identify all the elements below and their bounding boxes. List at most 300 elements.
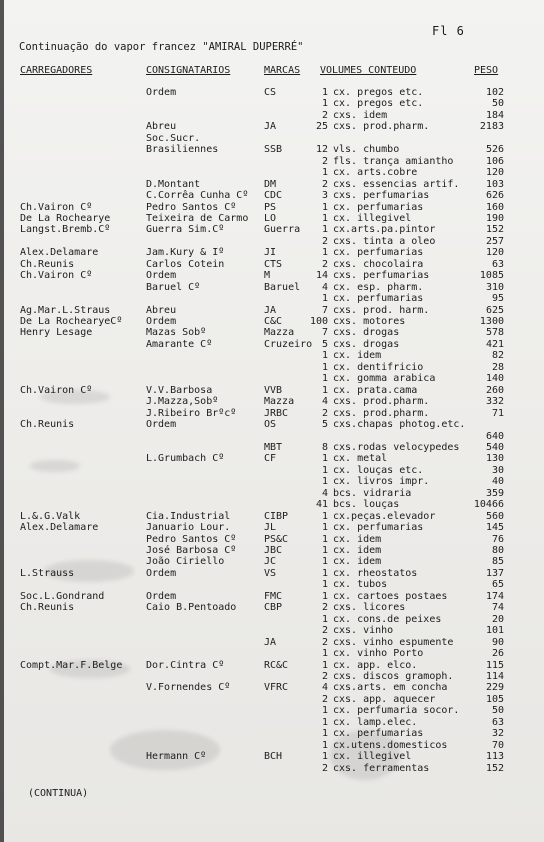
quantity-cell: 4 (321, 487, 328, 499)
weight-cell: 540 (485, 441, 504, 453)
marks-cell: DM (264, 178, 277, 190)
quantity-cell: 14 (315, 270, 328, 282)
consignee-cell: Ordem (146, 87, 177, 98)
manifest-row (0, 522, 544, 533)
weight-cell: 20 (491, 613, 504, 625)
quantity-cell: 1 (321, 87, 328, 98)
consignee-cell: José Barbosa Cº (146, 545, 237, 556)
quantity-cell: 1 (321, 293, 328, 305)
weight-cell: 106 (485, 155, 504, 167)
shipper-cell: L.Strauss (20, 567, 75, 579)
quantity-cell: 1 (321, 648, 328, 660)
weight-cell: 560 (485, 510, 504, 522)
content-cell: cx. prata.cama (333, 384, 418, 396)
content-cell: cxs. idem (333, 109, 388, 121)
weight-cell: 32 (491, 728, 504, 740)
weight-cell: 95 (491, 293, 504, 305)
weight-cell: 190 (485, 212, 504, 224)
quantity-cell: 2 (321, 602, 328, 614)
weight-cell: 50 (491, 705, 504, 717)
content-cell: cx. louças etc. (333, 464, 424, 476)
content-cell: cx. perfumarias (333, 293, 424, 305)
content-cell: vls. chumbo (333, 144, 400, 156)
manifest-row (0, 156, 544, 167)
consignee-cell: V.V.Barbosa (146, 384, 213, 396)
quantity-cell: 1 (321, 705, 328, 717)
manifest-row (0, 419, 544, 430)
quantity-cell: 2 (321, 407, 328, 419)
weight-cell: 332 (485, 396, 504, 408)
weight-cell: 145 (485, 522, 504, 534)
consignee-cell: Ordem (146, 590, 177, 602)
manifest-row (0, 579, 544, 590)
marks-cell: Mazza (264, 327, 295, 339)
consignee-cell: Dor.Cintra Cº (146, 659, 225, 671)
manifest-row (0, 568, 544, 579)
content-cell: cx. idem (333, 533, 382, 545)
consignee-cell: Ordem (146, 567, 177, 579)
marks-cell: PS (264, 201, 277, 213)
consignee-cell: Teixeira de Carmo (146, 212, 249, 224)
content-cell: cxs. perfumarias (333, 190, 430, 202)
marks-cell: JL (264, 522, 277, 534)
content-cell: cx. app. elco. (333, 659, 418, 671)
shipper-cell: De La RochearyeCº (20, 316, 123, 327)
consignee-cell: Januario Lour. (146, 522, 231, 534)
weight-cell: 257 (485, 235, 504, 247)
quantity-cell: 1 (321, 167, 328, 179)
consignee-cell: Carlos Cotein (146, 258, 225, 270)
content-cell: cxs.rodas velocypedes (333, 441, 460, 453)
marks-cell: BCH (264, 751, 283, 763)
content-cell: cx. illegivel (333, 751, 412, 763)
weight-cell: 40 (491, 476, 504, 488)
marks-cell: JA (264, 304, 277, 316)
weight-cell: 70 (491, 739, 504, 751)
weight-cell: 28 (491, 361, 504, 373)
manifest-row (0, 591, 544, 602)
content-cell: cx. tubos (333, 579, 388, 591)
weight-cell: 260 (485, 384, 504, 396)
marks-cell: M (264, 270, 271, 282)
content-cell: cx. idem (333, 556, 382, 568)
content-cell: cx. esp. pharm. (333, 281, 424, 293)
content-cell: cxs. prod.pharm. (333, 396, 430, 408)
weight-cell: 71 (491, 407, 504, 419)
manifest-row (0, 293, 544, 304)
content-cell: cx. pregos etc. (333, 98, 424, 110)
weight-cell: 152 (485, 762, 504, 774)
continua-note: (CONTINUA) (28, 788, 89, 799)
weight-cell: 120 (485, 167, 504, 179)
manifest-row (0, 545, 544, 556)
content-cell: cxs. prod. harm. (333, 304, 430, 316)
manifest-row (0, 763, 544, 774)
manifest-row (0, 373, 544, 384)
manifest-row (0, 431, 544, 442)
content-cell: cxs. vinho (333, 625, 394, 637)
manifest-row (0, 385, 544, 396)
quantity-cell: 1 (321, 533, 328, 545)
manifest-row (0, 682, 544, 693)
weight-cell: 76 (491, 533, 504, 545)
consignee-cell: Ordem (146, 316, 177, 327)
quantity-cell: 2 (321, 762, 328, 774)
content-cell: cx. dentifricio (333, 361, 424, 373)
marks-cell: VS (264, 567, 277, 579)
manifest-row (0, 167, 544, 178)
marks-cell: LO (264, 212, 277, 224)
quantity-cell: 1 (321, 739, 328, 751)
marks-cell: JC (264, 556, 277, 568)
marks-cell: CDC (264, 190, 283, 202)
weight-cell: 102 (485, 87, 504, 98)
manifest-row (0, 408, 544, 419)
weight-cell: 526 (485, 144, 504, 156)
manifest-row (0, 534, 544, 545)
quantity-cell: 1 (321, 751, 328, 763)
quantity-cell: 1 (321, 464, 328, 476)
consignee-cell: D.Montant (146, 178, 201, 190)
quantity-cell: 2 (321, 155, 328, 167)
manifest-row (0, 442, 544, 453)
quantity-cell: 1 (321, 510, 328, 522)
quantity-cell: 4 (321, 682, 328, 694)
content-cell: cx. livros impr. (333, 476, 430, 488)
quantity-cell: 1 (321, 350, 328, 362)
weight-cell: 174 (485, 590, 504, 602)
manifest-row (0, 202, 544, 213)
marks-cell: JA (264, 636, 277, 648)
weight-cell: 1085 (479, 270, 504, 282)
manifest-row (0, 87, 544, 98)
manifest-row (0, 144, 544, 155)
quantity-cell: 2 (321, 178, 328, 190)
manifest-row (0, 350, 544, 361)
consignee-cell: Cia.Industrial (146, 510, 231, 522)
content-cell: cx. perfumarias (333, 247, 424, 259)
manifest-row (0, 305, 544, 316)
content-cell: cxs. app. aquecer (333, 693, 436, 705)
header-consignee: CONSIGNATARIOS (146, 65, 231, 76)
weight-cell: 80 (491, 545, 504, 556)
marks-cell: Mazza (264, 396, 295, 408)
manifest-row (0, 110, 544, 121)
consignee-cell: Caio B.Pentoado (146, 602, 237, 614)
content-cell: cx. idem (333, 545, 382, 556)
weight-cell: 26 (491, 648, 504, 660)
content-cell: cxs. discos gramoph. (333, 670, 454, 682)
content-cell: cx. arts.cobre (333, 167, 418, 179)
manifest-row (0, 694, 544, 705)
content-cell: cx.utens.domesticos (333, 739, 448, 751)
content-cell: cxs. prod.pharm. (333, 121, 430, 133)
manifest-row (0, 660, 544, 671)
marks-cell: CBP (264, 602, 283, 614)
consignee-cell: J.Ribeiro Brºcº (146, 407, 237, 419)
shipper-cell: De La Rochearye (20, 212, 111, 224)
quantity-cell: 2 (321, 625, 328, 637)
manifest-row (0, 121, 544, 132)
content-cell: fls. trança amiantho (333, 155, 454, 167)
content-cell: cx.peças.elevador (333, 510, 436, 522)
manifest-row (0, 648, 544, 659)
manifest-row (0, 236, 544, 247)
content-cell: cxs. vinho espumente (333, 636, 454, 648)
weight-cell: 103 (485, 178, 504, 190)
content-cell: cx. perfumarias (333, 522, 424, 534)
quantity-cell: 4 (321, 396, 328, 408)
consignee-cell: Pedro Santos Cº (146, 533, 237, 545)
content-cell: cxs. chocolaira (333, 258, 424, 270)
shipper-cell: Ch.Reunis (20, 602, 75, 614)
shipper-cell: Ch.Vairon Cº (20, 270, 93, 282)
quantity-cell: 2 (321, 670, 328, 682)
content-cell: bcs. vidraria (333, 487, 412, 499)
manifest-row (0, 637, 544, 648)
content-cell: cx.arts.pa.pintor (333, 224, 436, 236)
manifest-row (0, 453, 544, 464)
weight-cell: 63 (491, 716, 504, 728)
marks-cell: JA (264, 121, 277, 133)
manifest-row (0, 717, 544, 728)
weight-cell: 2183 (479, 121, 504, 133)
manifest-row (0, 511, 544, 522)
quantity-cell: 1 (321, 384, 328, 396)
quantity-cell: 1 (321, 545, 328, 556)
manifest-row (0, 499, 544, 510)
quantity-cell: 1 (321, 613, 328, 625)
content-cell: cx. vinho Porto (333, 648, 424, 660)
quantity-cell: 1 (321, 567, 328, 579)
weight-cell: 114 (485, 670, 504, 682)
quantity-cell: 12 (315, 144, 328, 156)
weight-cell: 359 (485, 487, 504, 499)
quantity-cell: 1 (321, 556, 328, 568)
weight-cell: 65 (491, 579, 504, 591)
weight-cell: 101 (485, 625, 504, 637)
content-cell: cxs. motores (333, 316, 406, 327)
quantity-cell: 2 (321, 693, 328, 705)
shipper-cell: Alex.Delamare (20, 522, 99, 534)
manifest-row (0, 751, 544, 762)
quantity-cell: 5 (321, 419, 328, 431)
shipper-cell: Henry Lesage (20, 327, 93, 339)
content-cell: bcs. louças (333, 499, 400, 511)
weight-cell: 90 (491, 636, 504, 648)
marks-cell: RC&C (264, 659, 289, 671)
weight-cell: 1300 (479, 316, 504, 327)
weight-cell: 137 (485, 567, 504, 579)
weight-cell: 310 (485, 281, 504, 293)
manifest-row (0, 224, 544, 235)
marks-cell: OS (264, 419, 277, 431)
content-cell: cxs. ferramentas (333, 762, 430, 774)
manifest-row (0, 282, 544, 293)
manifest-row (0, 556, 544, 567)
consignee-cell: Guerra Sim.Cº (146, 224, 225, 236)
consignee-cell: Abreu (146, 304, 177, 316)
quantity-cell: 8 (321, 441, 328, 453)
shipper-cell: Ag.Mar.L.Straus (20, 304, 111, 316)
content-cell: cxs.arts. em concha (333, 682, 448, 694)
folio-number: Fl 6 (432, 24, 465, 38)
manifest-row (0, 705, 544, 716)
manifest-row (0, 728, 544, 739)
quantity-cell: 1 (321, 522, 328, 534)
weight-cell: 82 (491, 350, 504, 362)
consignee-cell: J.Mazza,Sobº (146, 396, 219, 408)
manifest-row (0, 179, 544, 190)
quantity-cell: 1 (321, 716, 328, 728)
weight-cell: 640 (485, 430, 504, 442)
content-cell: cx. lamp.elec. (333, 716, 418, 728)
consignee-cell: Ordem (146, 270, 177, 282)
weight-cell: 626 (485, 190, 504, 202)
quantity-cell: 1 (321, 224, 328, 236)
manifest-row (0, 247, 544, 258)
weight-cell: 229 (485, 682, 504, 694)
marks-cell: FMC (264, 590, 283, 602)
manifest-row (0, 396, 544, 407)
content-cell: cxs. licores (333, 602, 406, 614)
shipper-cell: Soc.L.Gondrand (20, 590, 105, 602)
content-cell: cx. perfumaria socor. (333, 705, 460, 717)
shipper-cell: Ch.Reunis (20, 419, 75, 431)
quantity-cell: 2 (321, 235, 328, 247)
content-cell: cx. rheostatos (333, 567, 418, 579)
shipper-cell: L.&.G.Valk (20, 510, 81, 522)
quantity-cell: 5 (321, 338, 328, 350)
marks-cell: Guerra (264, 224, 301, 236)
content-cell: cxs. drogas (333, 338, 400, 350)
quantity-cell: 1 (321, 728, 328, 740)
manifest-row (0, 98, 544, 109)
consignee-cell: Ordem (146, 419, 177, 431)
marks-cell: JBC (264, 545, 283, 556)
quantity-cell: 1 (321, 373, 328, 385)
footer-row (0, 788, 544, 799)
marks-cell: C&C (264, 316, 283, 327)
manifest-row (0, 476, 544, 487)
consignee-cell: Soc.Sucr. (146, 132, 201, 144)
weight-cell: 184 (485, 109, 504, 121)
weight-cell: 578 (485, 327, 504, 339)
consignee-cell: Pedro Santos Cº (146, 201, 237, 213)
content-cell: cx. illegivel (333, 212, 412, 224)
manifest-row (0, 270, 544, 281)
content-cell: cxs.chapas photog.etc. (333, 419, 466, 431)
marks-cell: Baruel (264, 281, 301, 293)
consignee-cell: Baruel Cº (146, 281, 201, 293)
shipper-cell: Alex.Delamare (20, 247, 99, 259)
content-cell: cxs. essencias artif. (333, 178, 460, 190)
weight-cell: 63 (491, 258, 504, 270)
marks-cell: MBT (264, 441, 283, 453)
content-cell: cxs. prod.pharm. (333, 407, 430, 419)
quantity-cell: 1 (321, 98, 328, 110)
manifest-row (0, 465, 544, 476)
marks-cell: VFRC (264, 682, 289, 694)
header-volumes-content: VOLUMES CONTEUDO (320, 65, 417, 76)
content-cell: cxs. drogas (333, 327, 400, 339)
quantity-cell: 3 (321, 190, 328, 202)
quantity-cell: 41 (315, 499, 328, 511)
weight-cell: 50 (491, 98, 504, 110)
quantity-cell: 7 (321, 327, 328, 339)
marks-cell: JRBC (264, 407, 289, 419)
quantity-cell: 2 (321, 636, 328, 648)
manifest-row (0, 602, 544, 613)
quantity-cell: 2 (321, 258, 328, 270)
consignee-cell: João Ciriello (146, 556, 225, 568)
quantity-cell: 25 (315, 121, 328, 133)
header-weight: PESO (474, 65, 499, 76)
content-cell: cx. metal (333, 453, 388, 465)
content-cell: cx. perfumarias (333, 201, 424, 213)
marks-cell: CS (264, 87, 277, 98)
weight-cell: 74 (491, 602, 504, 614)
manifest-row (0, 614, 544, 625)
weight-cell: 421 (485, 338, 504, 350)
consignee-cell: Amarante Cº (146, 338, 213, 350)
shipper-cell: Ch.Vairon Cº (20, 384, 93, 396)
quantity-cell: 4 (321, 281, 328, 293)
consignee-cell: Brasiliennes (146, 144, 219, 156)
marks-cell: CF (264, 453, 277, 465)
shipper-cell: Langst.Bremb.Cº (20, 224, 111, 236)
manifest-row (0, 327, 544, 338)
weight-cell: 130 (485, 453, 504, 465)
manifest-row (0, 316, 544, 327)
quantity-cell: 1 (321, 453, 328, 465)
manifest-row (0, 190, 544, 201)
consignee-cell: C.Corrêa Cunha Cº (146, 190, 249, 202)
manifest-row (0, 133, 544, 144)
manifest-row (0, 625, 544, 636)
weight-cell: 10466 (473, 499, 504, 511)
weight-cell: 625 (485, 304, 504, 316)
manifest-row (0, 671, 544, 682)
marks-cell: SSB (264, 144, 283, 156)
quantity-cell: 1 (321, 201, 328, 213)
marks-cell: CIBP (264, 510, 289, 522)
quantity-cell: 1 (321, 361, 328, 373)
content-cell: cx. gomma arabica (333, 373, 436, 385)
quantity-cell: 1 (321, 659, 328, 671)
quantity-cell: 1 (321, 212, 328, 224)
marks-cell: Cruzeiro (264, 338, 313, 350)
quantity-cell: 2 (321, 109, 328, 121)
weight-cell: 113 (485, 751, 504, 763)
content-cell: cx. idem (333, 350, 382, 362)
consignee-cell: V.Fornendes Cº (146, 682, 231, 694)
quantity-cell: 1 (321, 579, 328, 591)
consignee-cell: Hermann Cº (146, 751, 207, 763)
content-cell: cxs. tinta a oleo (333, 235, 436, 247)
manifest-row (0, 213, 544, 224)
content-cell: cxs. perfumarias (333, 270, 430, 282)
marks-cell: VVB (264, 384, 283, 396)
shipper-cell: Ch.Vairon Cº (20, 201, 93, 213)
marks-cell: JI (264, 247, 277, 259)
weight-cell: 105 (485, 693, 504, 705)
weight-cell: 152 (485, 224, 504, 236)
quantity-cell: 100 (309, 316, 328, 327)
shipper-cell: Compt.Mar.F.Belge (20, 659, 123, 671)
weight-cell: 160 (485, 201, 504, 213)
marks-cell: CTS (264, 258, 283, 270)
